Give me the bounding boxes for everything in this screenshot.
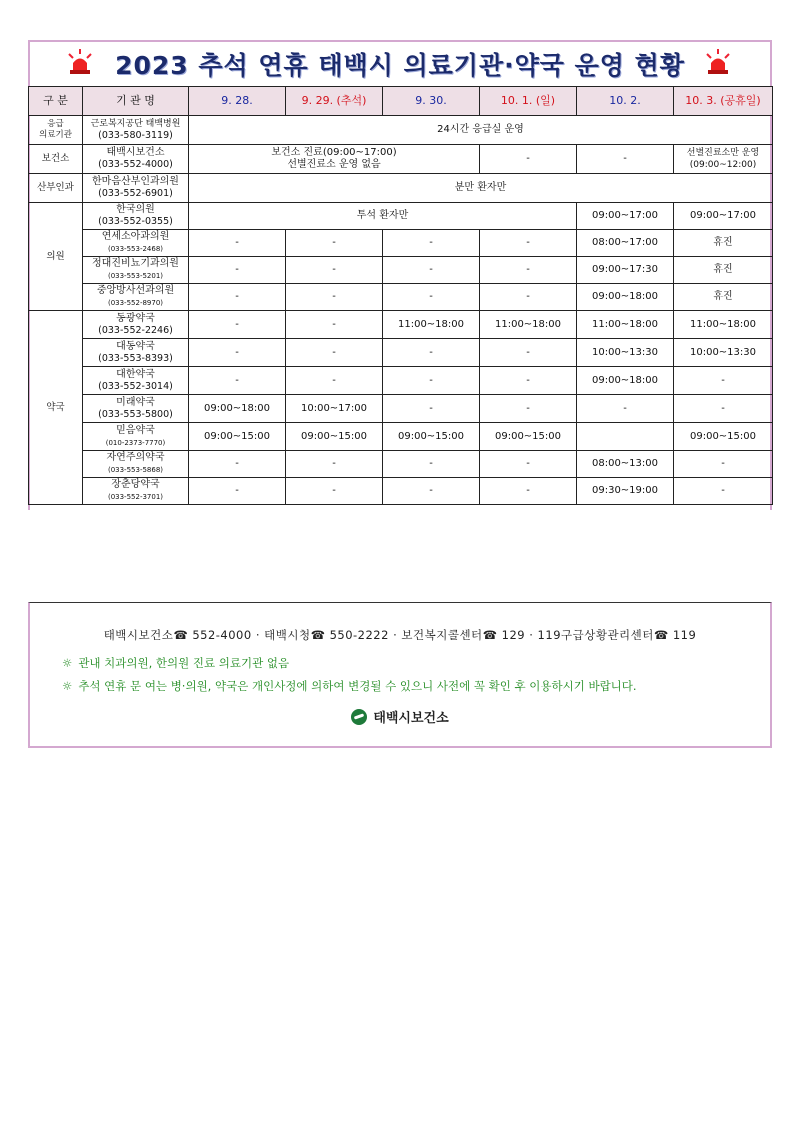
institution-name: 연세소아과의원 xyxy=(101,231,170,242)
schedule-cell: - xyxy=(383,395,480,423)
schedule-cell: 10:00~17:00 xyxy=(286,395,383,423)
schedule-cell: - xyxy=(383,367,480,395)
institution-phone: (033-552-0355) xyxy=(98,216,173,227)
institution-name: 한국의원 xyxy=(116,204,155,215)
schedule-cell: - xyxy=(189,367,286,395)
schedule-cell: 휴진 xyxy=(674,284,773,311)
header-date: 9. 29. (추석) xyxy=(286,87,383,116)
schedule-cell: - xyxy=(480,257,577,284)
schedule-cell: - xyxy=(674,451,773,478)
schedule-cell: 09:30~19:00 xyxy=(577,478,674,505)
schedule-cell: - xyxy=(480,478,577,505)
schedule-cell-line: 선별진료소만 운영 xyxy=(686,148,760,158)
schedule-cell: - xyxy=(286,284,383,311)
table-row xyxy=(29,145,773,174)
schedule-cell: - xyxy=(480,367,577,395)
table-row xyxy=(29,257,773,284)
institution-phone: (010-2373-7770) xyxy=(105,438,166,447)
institution-cell xyxy=(83,395,189,423)
schedule-span xyxy=(189,145,480,174)
schedule-cell: - xyxy=(286,478,383,505)
schedule-cell: - xyxy=(286,257,383,284)
institution-name: 자연주의약국 xyxy=(106,452,165,463)
row-category: 응급 의료기관 xyxy=(29,116,83,145)
schedule-cell: 09:00~15:00 xyxy=(674,423,773,451)
institution-phone: (033-552-6901) xyxy=(98,188,173,199)
schedule-cell: 09:00~17:00 xyxy=(674,203,773,230)
row-category: 약국 xyxy=(29,311,83,505)
contact-numbers: 태백시보건소☎ 552-4000 · 태백시청☎ 550-2222 · 보건복지콜센터☎ 129 · 119구급상황관리센터☎ 119 xyxy=(103,628,697,642)
institution-phone: (033-553-5201) xyxy=(107,272,164,280)
schedule-cell: 11:00~18:00 xyxy=(480,311,577,339)
schedule-cell: 09:00~15:00 xyxy=(383,423,480,451)
institution-name: 장춘당약국 xyxy=(111,479,160,490)
institution-name: 대한약국 xyxy=(116,368,155,380)
institution-name: 믿음약국 xyxy=(116,424,155,436)
table-row xyxy=(29,203,773,230)
institution-cell xyxy=(83,116,189,145)
notice-line xyxy=(62,678,637,694)
schedule-cell: - xyxy=(189,451,286,478)
organization-label: 태백시보건소 xyxy=(373,711,449,726)
institution-name: 태백시보건소 xyxy=(106,147,165,158)
schedule-cell: 11:00~18:00 xyxy=(383,311,480,339)
table-row xyxy=(29,116,773,145)
schedule-cell: - xyxy=(383,284,480,311)
header-date: 10. 3. (공휴일) xyxy=(674,87,773,116)
header-institution: 기 관 명 xyxy=(83,87,189,116)
sun-icon: ☼ xyxy=(62,656,73,670)
table-row xyxy=(29,478,773,505)
institution-cell xyxy=(83,145,189,174)
table-row xyxy=(29,311,773,339)
table-row xyxy=(29,174,773,203)
institution-cell xyxy=(83,423,189,451)
institution-cell xyxy=(83,451,189,478)
organization-name xyxy=(30,707,770,726)
schedule-cell: - xyxy=(674,395,773,423)
row-category: 의원 xyxy=(29,203,83,311)
schedule-cell: - xyxy=(383,451,480,478)
institution-phone: (033-552-3701) xyxy=(107,493,164,501)
table-row xyxy=(29,367,773,395)
schedule-cell: 09:00~17:00 xyxy=(577,203,674,230)
header-category: 구 분 xyxy=(29,87,83,116)
schedule-span: 분만 환자만 xyxy=(189,174,773,203)
institution-cell xyxy=(83,230,189,257)
schedule-cell: - xyxy=(189,311,286,339)
schedule-cell: 10:00~13:30 xyxy=(674,339,773,367)
schedule-cell: 08:00~13:00 xyxy=(577,451,674,478)
schedule-cell: - xyxy=(480,284,577,311)
institution-name: 미래약국 xyxy=(116,396,155,408)
table-row xyxy=(29,451,773,478)
schedule-cell: - xyxy=(189,339,286,367)
schedule-cell: - xyxy=(383,478,480,505)
page-title: 2023 추석 연휴 태백시 의료기관·약국 운영 현황 xyxy=(115,51,685,80)
schedule-cell xyxy=(674,145,773,174)
header-date: 10. 1. (일) xyxy=(480,87,577,116)
schedule-cell: - xyxy=(286,367,383,395)
institution-phone: (033-553-5868) xyxy=(107,466,164,474)
institution-name: 정대진비뇨기과의원 xyxy=(92,258,179,269)
institution-phone: (033-553-2468) xyxy=(107,245,164,253)
institution-cell xyxy=(83,478,189,505)
schedule-cell: - xyxy=(189,257,286,284)
schedule-cell: - xyxy=(577,395,674,423)
schedule-cell: 09:00~18:00 xyxy=(577,284,674,311)
schedule-cell: - xyxy=(286,230,383,257)
institution-phone: (033-552-3014) xyxy=(98,380,173,392)
schedule-cell: - xyxy=(286,311,383,339)
header-date: 9. 28. xyxy=(189,87,286,116)
schedule-cell: - xyxy=(480,395,577,423)
schedule-span: 투석 환자만 xyxy=(189,203,577,230)
institution-phone: (033-580-3119) xyxy=(98,130,173,141)
schedule-cell: - xyxy=(674,367,773,395)
table-row xyxy=(29,339,773,367)
institution-cell xyxy=(83,174,189,203)
institution-name: 한마음산부인과의원 xyxy=(92,176,179,187)
schedule-table xyxy=(28,86,773,505)
schedule-cell: - xyxy=(480,339,577,367)
notice-text: 추석 연휴 문 여는 병·의원, 약국은 개인사정에 의하여 변경될 수 있으니 사전에 꼭 확인 후 이용하시기 바랍니다. xyxy=(78,679,637,693)
schedule-cell: - xyxy=(383,257,480,284)
institution-cell xyxy=(83,203,189,230)
institution-cell xyxy=(83,367,189,395)
row-category: 보건소 xyxy=(29,145,83,174)
institution-cell xyxy=(83,284,189,311)
schedule-cell-line: (09:00~12:00) xyxy=(689,160,757,170)
schedule-cell: - xyxy=(480,145,577,174)
schedule-cell: 휴진 xyxy=(674,257,773,284)
schedule-cell: - xyxy=(480,451,577,478)
schedule-cell: 10:00~13:30 xyxy=(577,339,674,367)
table-row xyxy=(29,395,773,423)
header-date: 10. 2. xyxy=(577,87,674,116)
table-row xyxy=(29,423,773,451)
schedule-cell: 11:00~18:00 xyxy=(577,311,674,339)
schedule-cell: 휴진 xyxy=(674,230,773,257)
schedule-span-note: 선별진료소 운영 없음 xyxy=(287,159,381,170)
institution-name: 동광약국 xyxy=(116,312,155,324)
institution-cell xyxy=(83,311,189,339)
health-center-logo-icon xyxy=(351,709,367,725)
institution-phone: (033-553-5800) xyxy=(98,408,173,420)
table-row xyxy=(29,230,773,257)
schedule-cell: - xyxy=(577,145,674,174)
schedule-cell: - xyxy=(286,339,383,367)
schedule-cell: - xyxy=(480,230,577,257)
schedule-cell: 09:00~18:00 xyxy=(189,395,286,423)
schedule-cell: 09:00~15:00 xyxy=(189,423,286,451)
table-row xyxy=(29,284,773,311)
schedule-cell: - xyxy=(189,230,286,257)
schedule-cell: - xyxy=(189,478,286,505)
schedule-cell: - xyxy=(674,478,773,505)
schedule-cell: 09:00~17:30 xyxy=(577,257,674,284)
schedule-cell: 11:00~18:00 xyxy=(674,311,773,339)
schedule-span: 24시간 응급실 운영 xyxy=(189,116,773,145)
footer-box xyxy=(28,602,772,748)
schedule-cell: - xyxy=(383,230,480,257)
sun-icon: ☼ xyxy=(62,679,73,693)
schedule-cell: 09:00~15:00 xyxy=(286,423,383,451)
notice-line xyxy=(62,655,289,671)
institution-phone: (033-552-8970) xyxy=(107,299,164,307)
schedule-cell: 09:00~18:00 xyxy=(577,367,674,395)
siren-icon xyxy=(704,48,732,76)
notice-text: 관내 치과의원, 한의원 진료 의료기관 없음 xyxy=(78,656,290,670)
schedule-cell: - xyxy=(383,339,480,367)
institution-phone: (033-552-2246) xyxy=(98,324,173,336)
institution-cell xyxy=(83,339,189,367)
schedule-cell: - xyxy=(189,284,286,311)
institution-phone: (033-553-8393) xyxy=(98,352,173,364)
schedule-cell: 09:00~15:00 xyxy=(480,423,577,451)
institution-name: 근로복지공단 태백병원 xyxy=(90,119,181,129)
header-date: 9. 30. xyxy=(383,87,480,116)
institution-name: 중앙방사선과의원 xyxy=(96,285,175,296)
schedule-cell xyxy=(577,423,674,451)
schedule-span-line: 보건소 진료(09:00~17:00) xyxy=(271,147,397,158)
schedule-cell: 08:00~17:00 xyxy=(577,230,674,257)
schedule-cell: - xyxy=(286,451,383,478)
institution-cell xyxy=(83,257,189,284)
institution-phone: (033-552-4000) xyxy=(98,159,173,170)
institution-name: 대동약국 xyxy=(116,340,155,352)
table-header-row xyxy=(29,87,773,116)
row-category: 산부인과 xyxy=(29,174,83,203)
